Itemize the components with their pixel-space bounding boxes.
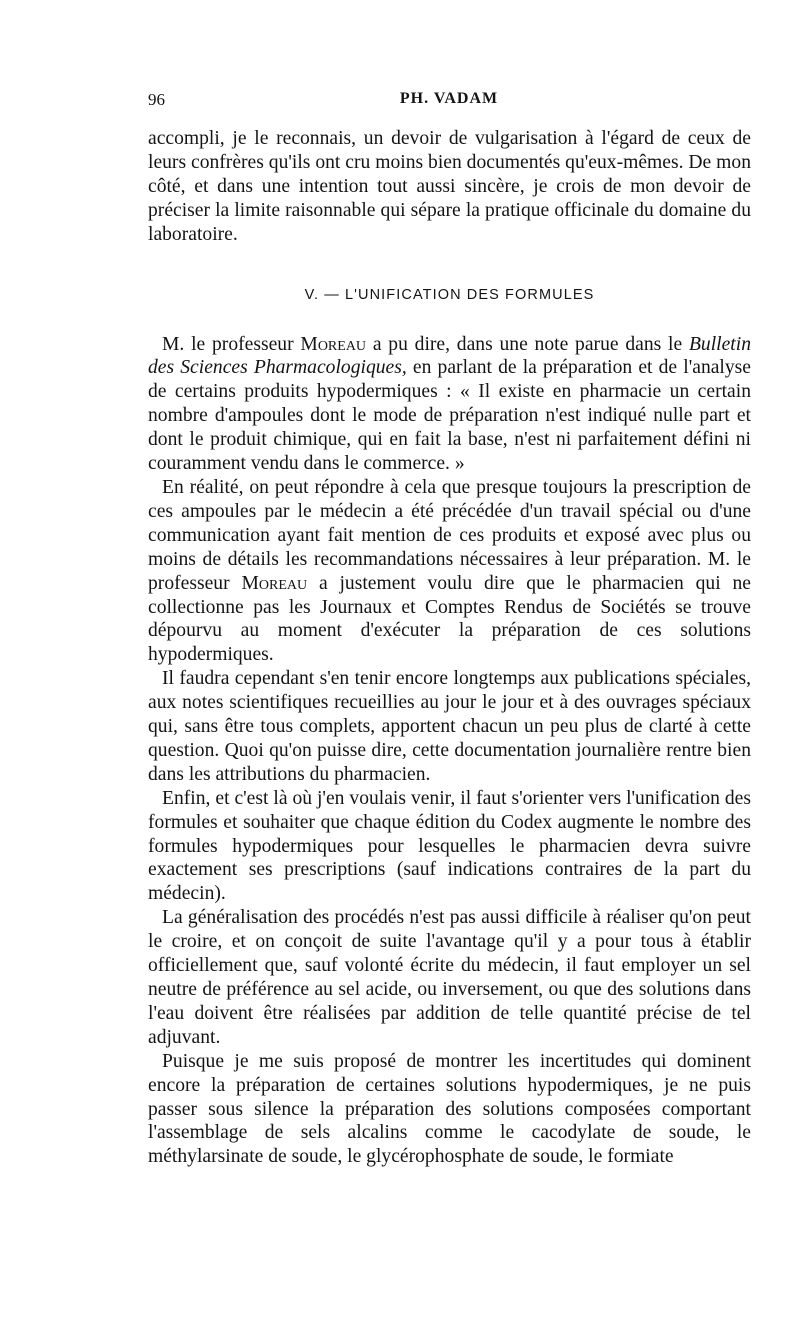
author-name: Moreau (300, 333, 367, 355)
running-head (148, 90, 750, 116)
section-heading: V. — L'UNIFICATION DES FORMULES (304, 286, 595, 303)
paragraph-text: en parlant de la préparation et de l'analyse de certains produits hypodermiques : « Il existe en pharmacie un certain nombre d'ampoules dont le mode de préparation n'est indiqué nulle part et dont le produit chimique, qui en fait la base, n'est ni parfaitement défini ni couramment vendu dans le commerce. » (148, 357, 751, 475)
journal-title: Bulletin des Sciences Pharmacologiques, (148, 333, 751, 379)
paragraph-incertitudes: Puisque je me suis proposé de montrer les incertitudes qui dominent encore la préparation de certaines solutions hypodermiques, je ne puis passer sous silence la préparation des solutions composées comportant l'assemblage de sels alcalins comme le cacodylate de soude, le méthylarsinate de soude, le glycérophosphate de soude, le formiate (148, 1050, 751, 1168)
author-name: Moreau (241, 572, 308, 594)
paragraph-text: M. le professeur (162, 333, 301, 355)
running-title: PH. VADAM (399, 90, 499, 107)
paragraph-en-realite (148, 476, 751, 667)
paragraph-continuation: accompli, je le reconnais, un devoir de vulgarisation à l'égard de ceux de leurs confrères qu'ils ont cru moins bien documentés qu'eux-mêmes. De mon côté, et dans une intention tout aussi sincère, je crois de mon devoir de préciser la limite raisonnable qui sépare la pratique officinale du domaine du laboratoire. (148, 128, 751, 245)
paragraph-generalisation: La généralisation des procédés n'est pas aussi difficile à réaliser qu'on peut le croire, et on conçoit de suite l'avantage qu'il y a pour tous à établir officiellement que, sauf volonté écrite du médecin, il faut employer un sel neutre de préférence au sel acide, ou inversement, ou que des solutions dans l'eau doivent être réalisées par addition de telle quantité précise de tel adjuvant. (148, 907, 751, 1048)
page-number: 96 (148, 90, 165, 109)
paragraph-text: En réalité, on peut répondre à cela que presque toujours la prescription de ces ampoules par le médecin a été précédée d'un travail spécial ou d'une communication ayant fait mention de ces produits et exposé avec plus ou moins de détails les recommandations nécessaires à leur préparation. M. le professeur (148, 476, 751, 594)
paragraph-text: a justement voulu dire que le pharmacien qui ne collectionne pas les Journaux et Comptes Rendus de Sociétés se trouve dépourvu au moment d'exécuter la préparation de ces solutions hypodermiques. (148, 572, 751, 666)
paragraph-text: a pu dire, dans une note parue dans le (366, 333, 689, 355)
paragraph-publications: Il faudra cependant s'en tenir encore longtemps aux publications spéciales, aux notes scientifiques recueillies au jour le jour et à des ouvrages spéciaux qui, sans être tous complets, apportent chacun un peu plus de clarté à cette question. Quoi qu'on puisse dire, cette documentation journalière rentre bien dans les attributions du pharmacien. (148, 668, 751, 785)
paragraph-moreau-note (148, 333, 751, 476)
paragraph-unification: Enfin, et c'est là où j'en voulais venir, il faut s'orienter vers l'unification des formules et souhaiter que chaque édition du Codex augmente le nombre des formules hypodermiques pour lesquelles le pharmacien devra suivre exactement ses prescriptions (sauf indications contraires de la part du médecin). (148, 787, 751, 905)
body-text (148, 127, 751, 1169)
